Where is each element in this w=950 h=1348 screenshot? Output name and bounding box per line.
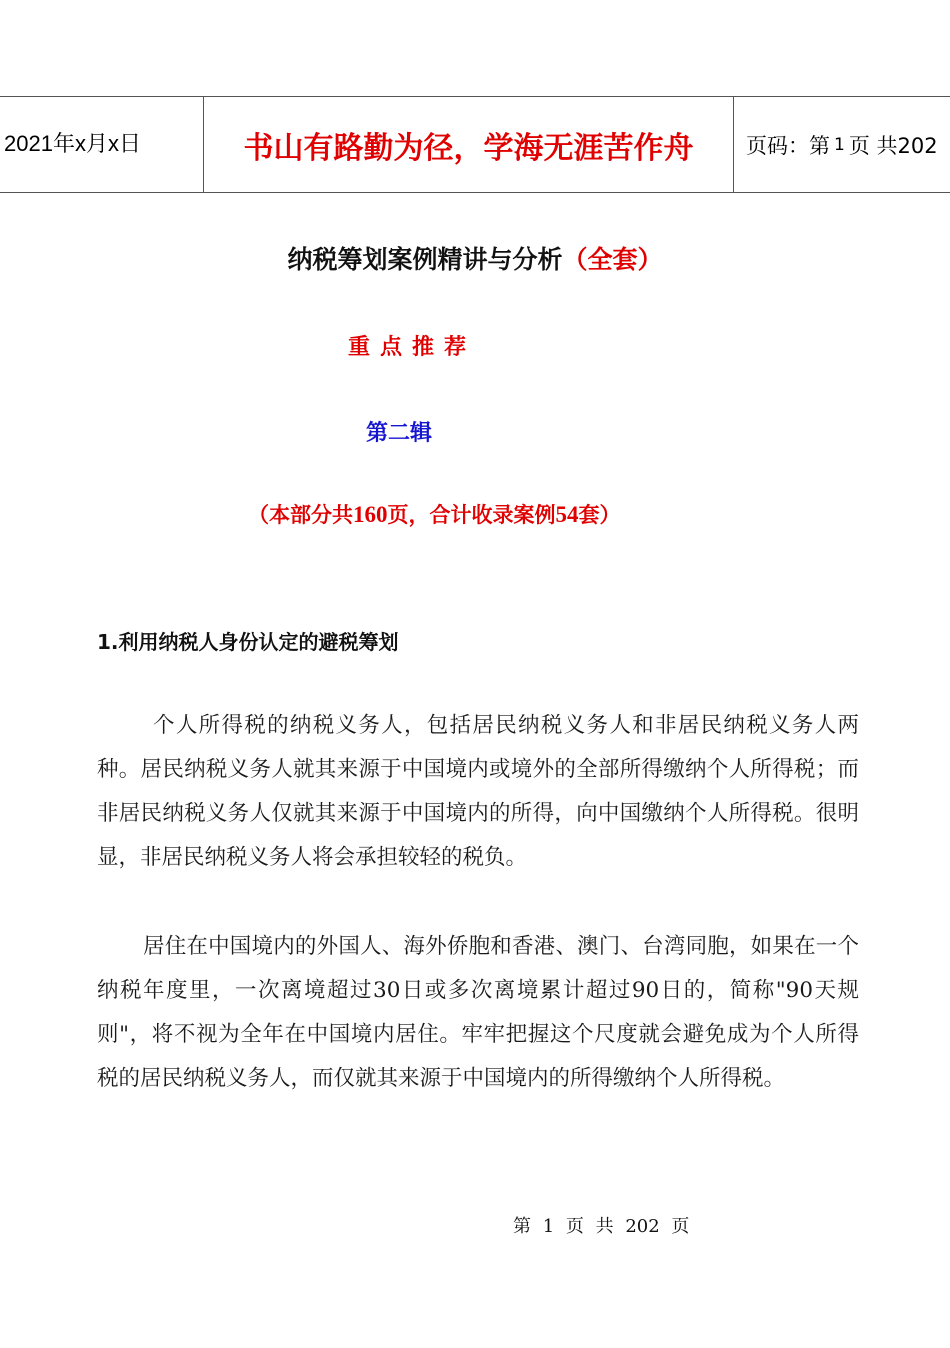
summary-part-b: 页，合计收录案例 xyxy=(387,503,556,527)
document-title-main: 纳税筹划案例精讲与分析 xyxy=(287,245,563,274)
summary-case-count: 54 xyxy=(555,502,579,527)
summary-part-a: （本部分共 xyxy=(248,503,353,527)
body-paragraph: 居住在中国境内的外国人、海外侨胞和香港、澳门、台湾同胞，如果在一个纳税年度里，一次离境超过30日或多次离境累计超过90日的，简称"90天规则"，将不视为全年在中国境内居住。牢牢把握这个尺度就会避免成为个人所得税的居民纳税义务人，而仅就其来源于中国境内的所得缴纳个人所得税。 xyxy=(97,934,859,1091)
summary-part-c: 套） xyxy=(578,503,621,527)
page-header xyxy=(0,96,950,193)
section-heading: 1.利用纳税人身份认定的避税筹划 xyxy=(97,630,399,654)
header-page-code-suffix: 页 共202 xyxy=(848,133,938,158)
series-label: 第二辑 xyxy=(366,421,433,446)
recommend-label: 重点推荐 xyxy=(348,335,477,360)
summary-line xyxy=(248,499,621,529)
summary-page-count: 160 xyxy=(353,502,388,527)
header-page-code-prefix: 页码：第 xyxy=(746,133,830,158)
document-title xyxy=(0,240,950,276)
body-paragraph: 个人所得税的纳税义务人，包括居民纳税义务人和非居民纳税义务人两种。居民纳税义务人就其来源于中国境内或境外的全部所得缴纳个人所得税；而非居民纳税义务人仅就其来源于中国境内的所得，向中国缴纳个人所得税。很明显，非居民纳税义务人将会承担较轻的税负。 xyxy=(97,713,859,870)
header-date: 2021年x月x日 xyxy=(0,97,204,192)
header-page-code-number: 1 xyxy=(834,134,845,155)
document-title-paren: （全套） xyxy=(562,245,663,274)
header-page-code xyxy=(734,97,950,192)
page-footer: 第 1 页 共 202 页 xyxy=(513,1216,690,1237)
header-motto: 书山有路勤为径，学海无涯苦作舟 xyxy=(204,97,734,192)
